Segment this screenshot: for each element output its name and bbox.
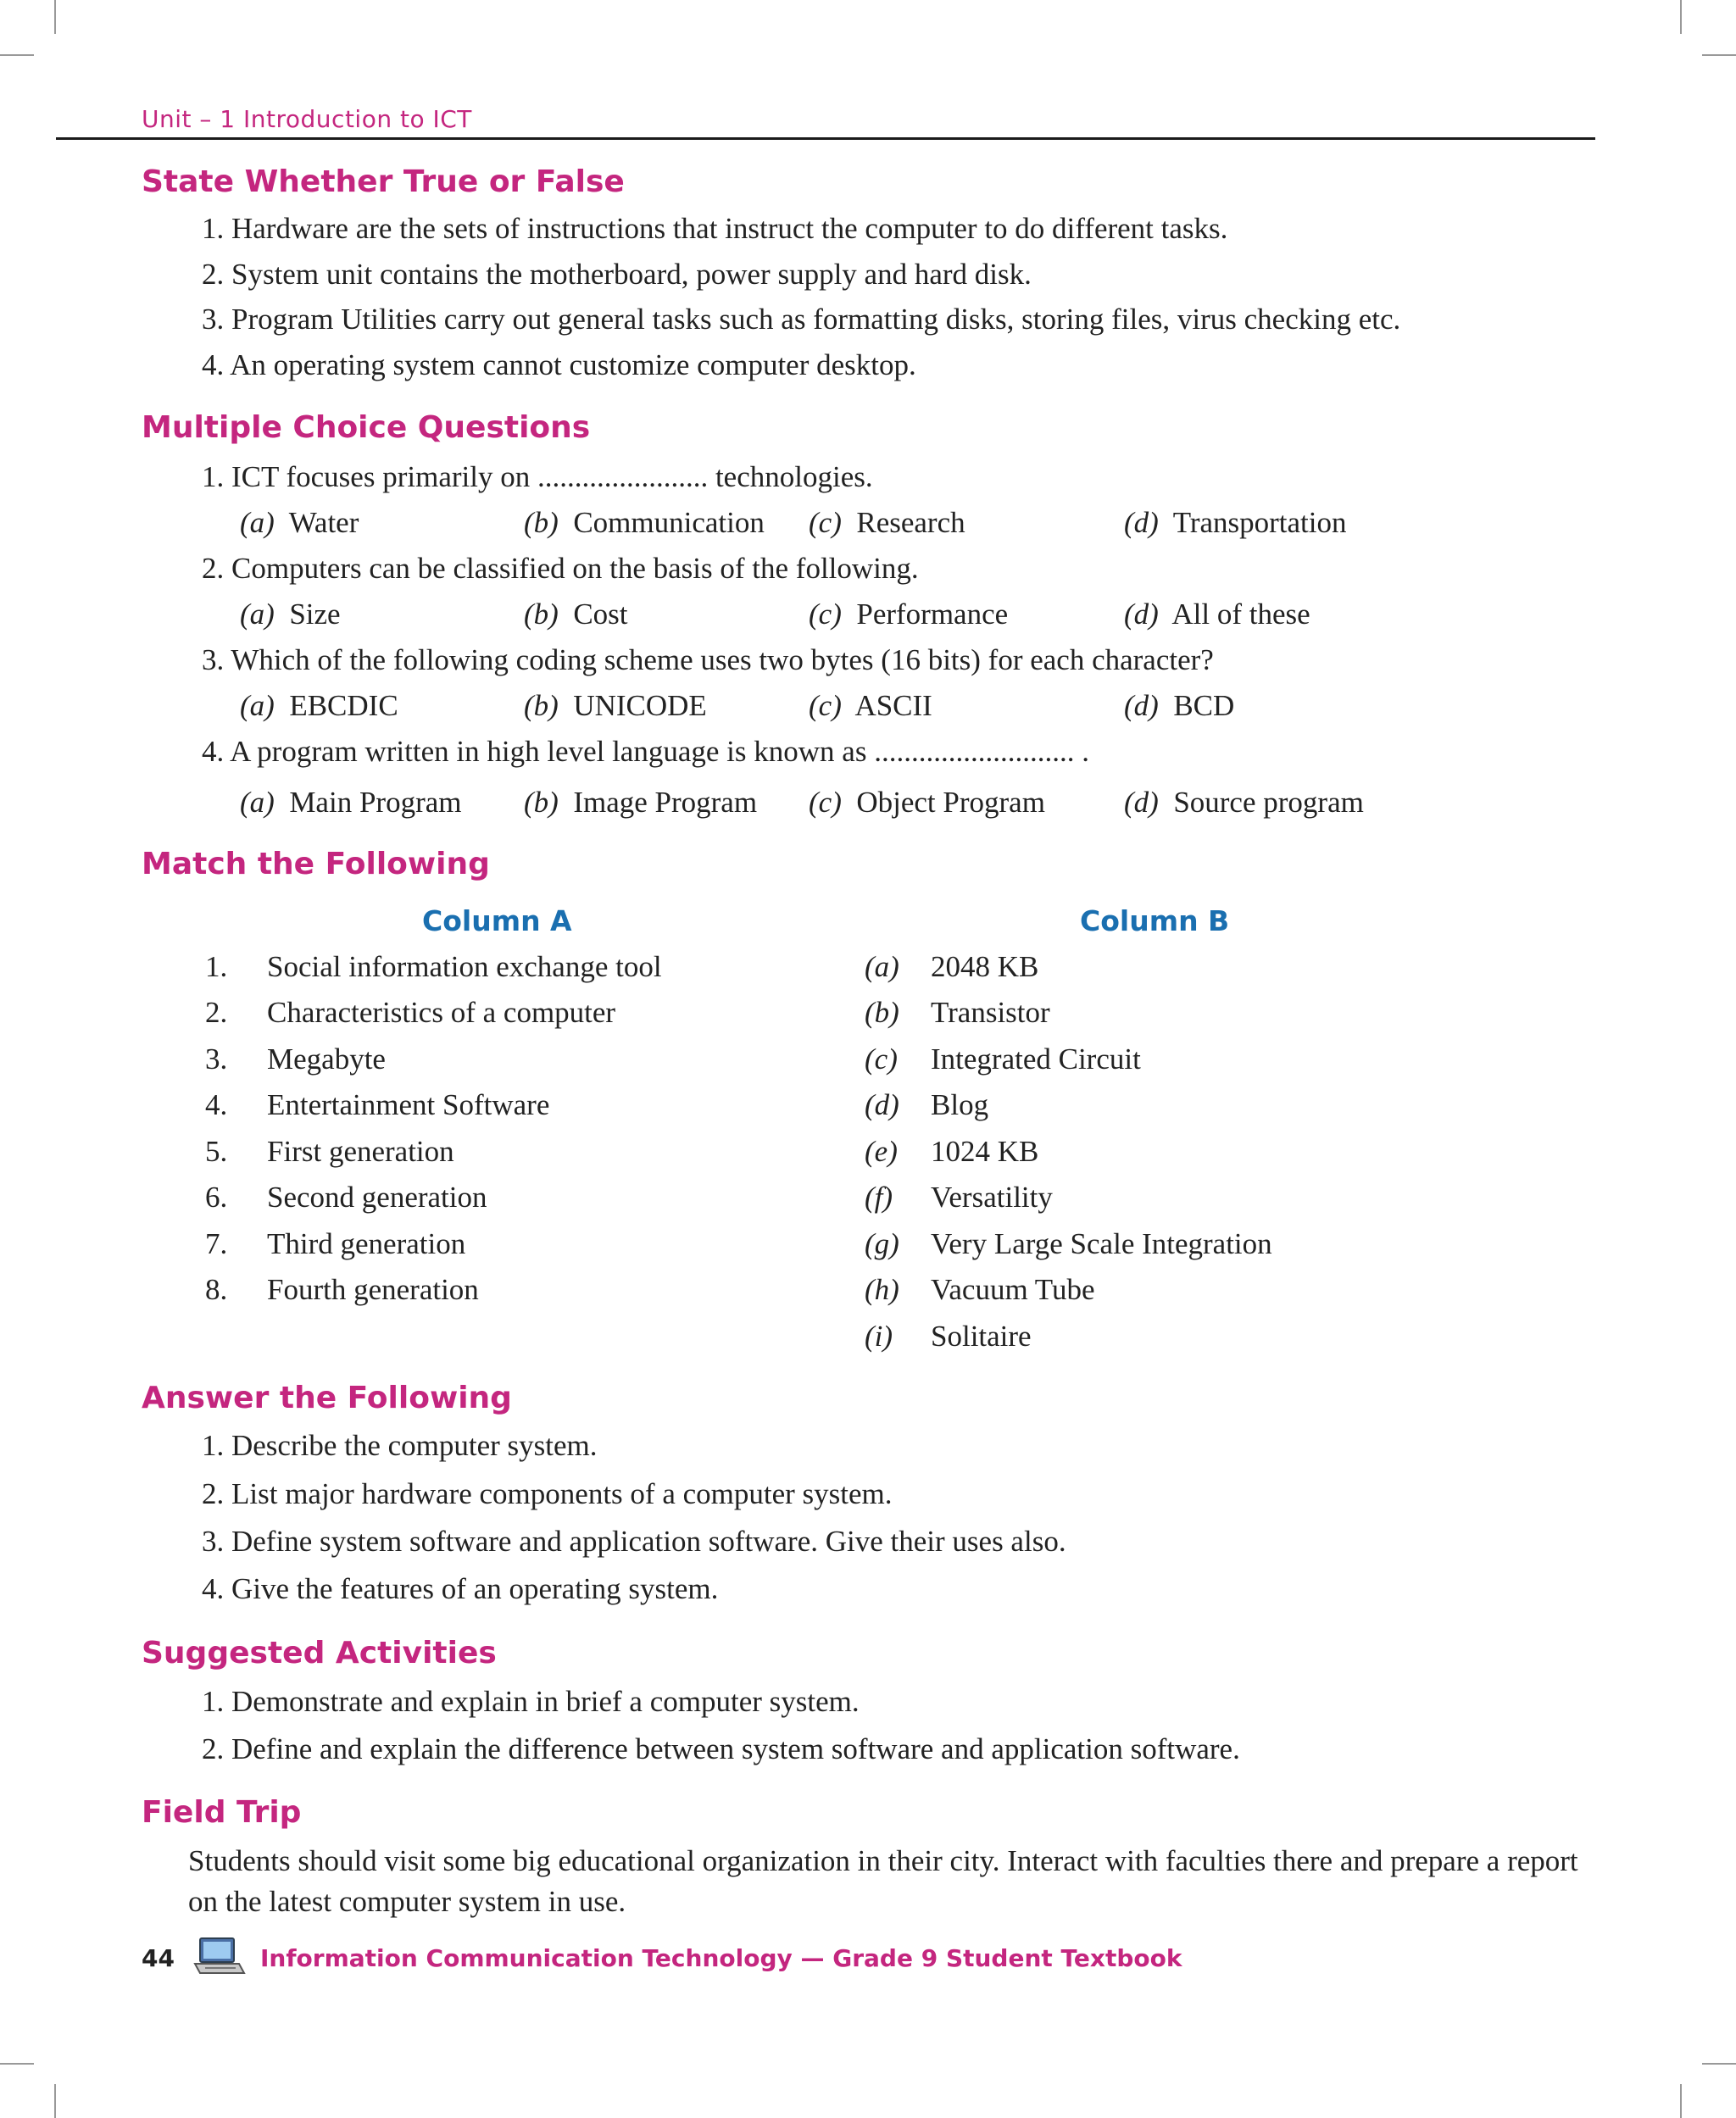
answer-item: 1. Describe the computer system.	[202, 1429, 598, 1462]
mcq-option	[1124, 598, 1310, 631]
option-letter: (b)	[524, 689, 559, 722]
mcq-question: 1. ICT focuses primarily on ....................... technologies.	[202, 460, 873, 493]
mcq-heading: Multiple Choice Questions	[142, 410, 591, 445]
column-a-item: Social information exchange tool	[267, 950, 662, 983]
option-text: Source program	[1173, 786, 1364, 819]
mcq-option	[809, 506, 965, 540]
option-text: Cost	[573, 598, 628, 631]
field-trip-text: Students should visit some big educational organization in their city. Interact with faculties there and prepare a report on the latest computer system in use.	[188, 1844, 1578, 1918]
answer-item: 4. Give the features of an operating system.	[202, 1572, 719, 1605]
mcq-option	[1124, 506, 1347, 540]
column-b-item: 1024 KB	[931, 1135, 1039, 1168]
true-false-item: 2. System unit contains the motherboard, power supply and hard disk.	[202, 258, 1032, 291]
column-a-item: First generation	[267, 1135, 454, 1168]
column-b-letter: (b)	[865, 996, 899, 1029]
option-text: Main Program	[289, 786, 462, 819]
activity-item: 1. Demonstrate and explain in brief a computer system.	[202, 1685, 860, 1718]
option-letter: (c)	[809, 786, 842, 819]
page-number: 44	[142, 1944, 175, 1972]
mcq-option	[240, 689, 398, 723]
column-b-letter: (h)	[865, 1273, 899, 1306]
column-a-item: Characteristics of a computer	[267, 996, 616, 1029]
column-b-letter: (e)	[865, 1135, 898, 1168]
laptop-icon	[193, 1936, 246, 1976]
column-b-item: Vacuum Tube	[931, 1273, 1095, 1306]
option-text: Size	[289, 598, 341, 631]
column-a-number: 8.	[205, 1273, 228, 1306]
match-heading: Match the Following	[142, 847, 490, 881]
mcq-option	[240, 506, 359, 540]
option-text: Transportation	[1172, 506, 1347, 539]
option-letter: (a)	[240, 598, 275, 631]
crop-mark	[1702, 2063, 1736, 2065]
answer-item: 2. List major hardware components of a computer system.	[202, 1477, 893, 1510]
column-b-item: Integrated Circuit	[931, 1042, 1141, 1076]
crop-mark	[54, 0, 56, 34]
column-a-number: 6.	[205, 1181, 228, 1214]
activities-heading: Suggested Activities	[142, 1636, 497, 1670]
mcq-option	[809, 689, 932, 723]
option-letter: (b)	[524, 506, 559, 539]
column-a-number: 5.	[205, 1135, 228, 1168]
column-b-letter: (f)	[865, 1181, 893, 1214]
option-letter: (c)	[809, 689, 842, 722]
column-b-item: 2048 KB	[931, 950, 1039, 983]
column-b-item: Versatility	[931, 1181, 1053, 1214]
mcq-option	[1124, 689, 1234, 723]
option-text: Performance	[856, 598, 1009, 631]
mcq-option	[524, 786, 757, 820]
column-a-item: Fourth generation	[267, 1273, 479, 1306]
option-letter: (d)	[1124, 506, 1159, 539]
option-letter: (b)	[524, 598, 559, 631]
mcq-question: 2. Computers can be classified on the basis of the following.	[202, 552, 919, 585]
column-a-item: Third generation	[267, 1227, 466, 1260]
crop-mark	[0, 2063, 34, 2065]
column-b-item: Blog	[931, 1088, 989, 1121]
true-false-item: 4. An operating system cannot customize computer desktop.	[202, 348, 916, 381]
option-text: ASCII	[854, 689, 932, 722]
column-b-letter: (c)	[865, 1042, 898, 1076]
mcq-option	[1124, 786, 1364, 820]
option-letter: (c)	[809, 506, 842, 539]
running-head: Unit – 1 Introduction to ICT	[142, 105, 472, 133]
column-b-letter: (a)	[865, 950, 899, 983]
mcq-option	[240, 786, 461, 820]
option-text: UNICODE	[573, 689, 707, 722]
mcq-option	[809, 598, 1008, 631]
answer-heading: Answer the Following	[142, 1381, 512, 1415]
column-b-letter: (g)	[865, 1227, 899, 1260]
option-letter: (c)	[809, 598, 842, 631]
column-a-number: 7.	[205, 1227, 228, 1260]
mcq-question: 4. A program written in high level language is known as ........................... .	[202, 735, 1089, 768]
option-text: EBCDIC	[289, 689, 398, 722]
option-letter: (d)	[1124, 689, 1159, 722]
option-letter: (a)	[240, 506, 275, 539]
header-rule	[56, 137, 1595, 140]
option-letter: (d)	[1124, 598, 1159, 631]
option-letter: (a)	[240, 786, 275, 819]
true-false-item: 3. Program Utilities carry out general tasks such as formatting disks, storing files, virus checking etc.	[202, 303, 1401, 336]
mcq-option	[524, 689, 707, 723]
mcq-option	[524, 506, 765, 540]
field-trip-heading: Field Trip	[142, 1795, 302, 1830]
true-false-heading: State Whether True or False	[142, 164, 625, 199]
mcq-option	[240, 598, 341, 631]
column-b-item: Solitaire	[931, 1320, 1032, 1353]
crop-mark	[1680, 0, 1682, 34]
mcq-option	[524, 598, 628, 631]
column-a-item: Megabyte	[267, 1042, 386, 1076]
answer-item: 3. Define system software and application software. Give their uses also.	[202, 1525, 1066, 1558]
column-a-number: 4.	[205, 1088, 228, 1121]
column-b-letter: (i)	[865, 1320, 893, 1353]
column-a-number: 2.	[205, 996, 228, 1029]
column-a-number: 1.	[205, 950, 228, 983]
option-text: Research	[856, 506, 965, 539]
mcq-question: 3. Which of the following coding scheme uses two bytes (16 bits) for each character?	[202, 643, 1214, 676]
activity-item: 2. Define and explain the difference between system software and application software.	[202, 1732, 1240, 1765]
crop-mark	[0, 54, 34, 56]
option-text: BCD	[1173, 689, 1235, 722]
true-false-item: 1. Hardware are the sets of instructions that instruct the computer to do different tasks.	[202, 212, 1228, 245]
column-b-letter: (d)	[865, 1088, 899, 1121]
column-a-item: Entertainment Software	[267, 1088, 550, 1121]
column-a-number: 3.	[205, 1042, 228, 1076]
option-text: Communication	[573, 506, 765, 539]
column-a-heading: Column A	[422, 904, 572, 937]
crop-mark	[1702, 54, 1736, 56]
option-letter: (d)	[1124, 786, 1159, 819]
column-b-item: Transistor	[931, 996, 1050, 1029]
option-text: Water	[288, 506, 359, 539]
crop-mark	[1680, 2084, 1682, 2118]
column-b-item: Very Large Scale Integration	[931, 1227, 1272, 1260]
mcq-option	[809, 786, 1045, 820]
option-text: Object Program	[856, 786, 1045, 819]
option-text: All of these	[1171, 598, 1310, 631]
option-text: Image Program	[573, 786, 758, 819]
column-a-item: Second generation	[267, 1181, 487, 1214]
option-letter: (a)	[240, 689, 275, 722]
option-letter: (b)	[524, 786, 559, 819]
column-b-heading: Column B	[1080, 904, 1230, 937]
footer-title: Information Communication Technology — Grade 9 Student Textbook	[260, 1944, 1182, 1972]
crop-mark	[54, 2084, 56, 2118]
